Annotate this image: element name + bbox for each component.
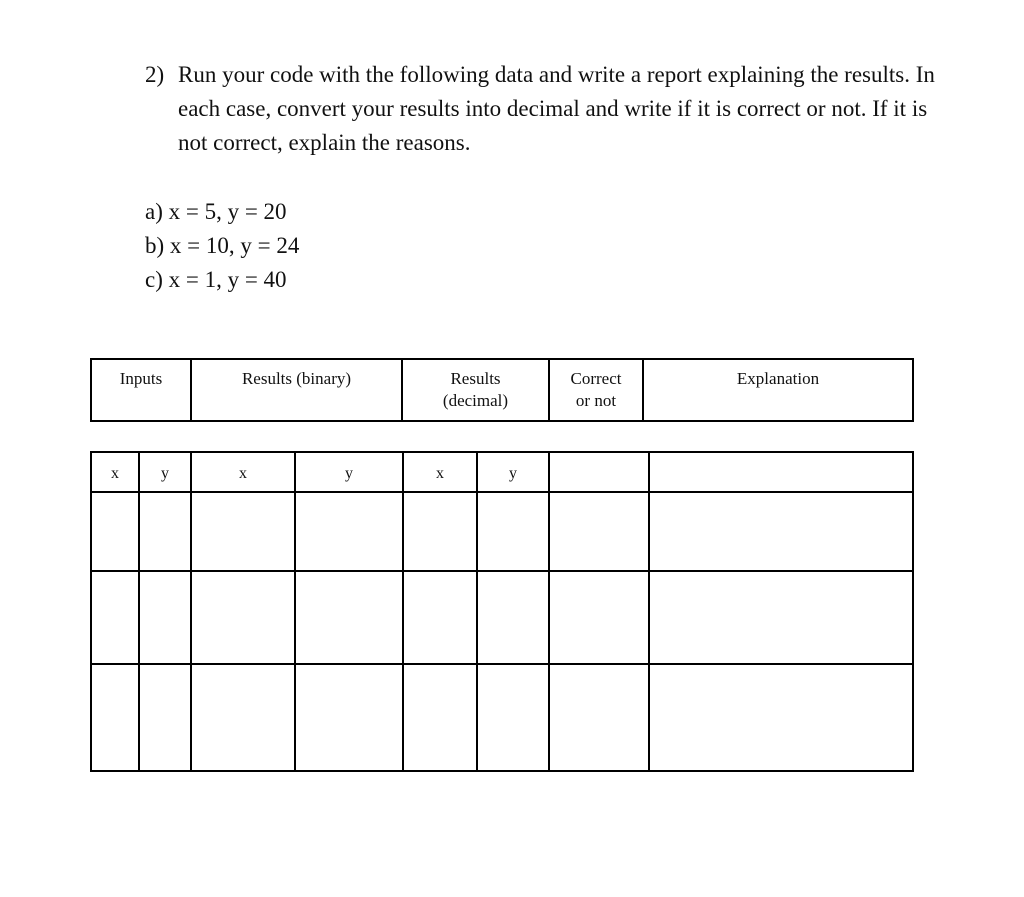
- case-c: c) x = 1, y = 40: [145, 267, 287, 292]
- table-cell: [191, 492, 295, 571]
- question: [145, 58, 945, 160]
- table-cell: [403, 664, 477, 771]
- results-header-table: [90, 358, 914, 422]
- table-cell: [403, 492, 477, 571]
- subheader-explanation: [649, 452, 913, 492]
- table-cell: [403, 571, 477, 664]
- table-cell: [295, 571, 403, 664]
- table-cell: [295, 492, 403, 571]
- question-number: 2): [145, 62, 165, 87]
- table-cell: [91, 664, 139, 771]
- table-cell: [649, 571, 913, 664]
- subheader-decimal-x: x: [403, 452, 477, 492]
- table-cell: [477, 664, 549, 771]
- header-results-binary: Results (binary): [191, 359, 402, 421]
- test-cases: [145, 195, 299, 297]
- subheader-input-x: x: [91, 452, 139, 492]
- subheader-binary-x: x: [191, 452, 295, 492]
- table-cell: [91, 492, 139, 571]
- table-row: [91, 664, 913, 771]
- header-correct-or-not: Correct or not: [549, 359, 643, 421]
- table-cell: [139, 492, 191, 571]
- table-row: [91, 492, 913, 571]
- subheader-input-y: y: [139, 452, 191, 492]
- header-inputs: Inputs: [91, 359, 191, 421]
- table-row: [91, 571, 913, 664]
- table-cell: [649, 664, 913, 771]
- table-cell: [191, 571, 295, 664]
- header-explanation: Explanation: [643, 359, 913, 421]
- question-text: Run your code with the following data and write a report explaining the results. In each case, convert your results into decimal and write if it is correct or not. If it is not correct, explain the reasons.: [178, 62, 935, 155]
- table-cell: [139, 571, 191, 664]
- table-cell: [549, 664, 649, 771]
- table-cell: [477, 492, 549, 571]
- table-cell: [649, 492, 913, 571]
- table-cell: [549, 571, 649, 664]
- table-cell: [549, 492, 649, 571]
- table-cell: [191, 664, 295, 771]
- case-a: a) x = 5, y = 20: [145, 199, 287, 224]
- table-cell: [91, 571, 139, 664]
- table-cell: [139, 664, 191, 771]
- case-b: b) x = 10, y = 24: [145, 233, 300, 258]
- subheader-decimal-y: y: [477, 452, 549, 492]
- table-cell: [295, 664, 403, 771]
- results-table: [90, 451, 914, 772]
- subheader-row: [91, 452, 913, 492]
- subheader-correct: [549, 452, 649, 492]
- table-cell: [477, 571, 549, 664]
- subheader-binary-y: y: [295, 452, 403, 492]
- header-results-decimal: Results (decimal): [402, 359, 549, 421]
